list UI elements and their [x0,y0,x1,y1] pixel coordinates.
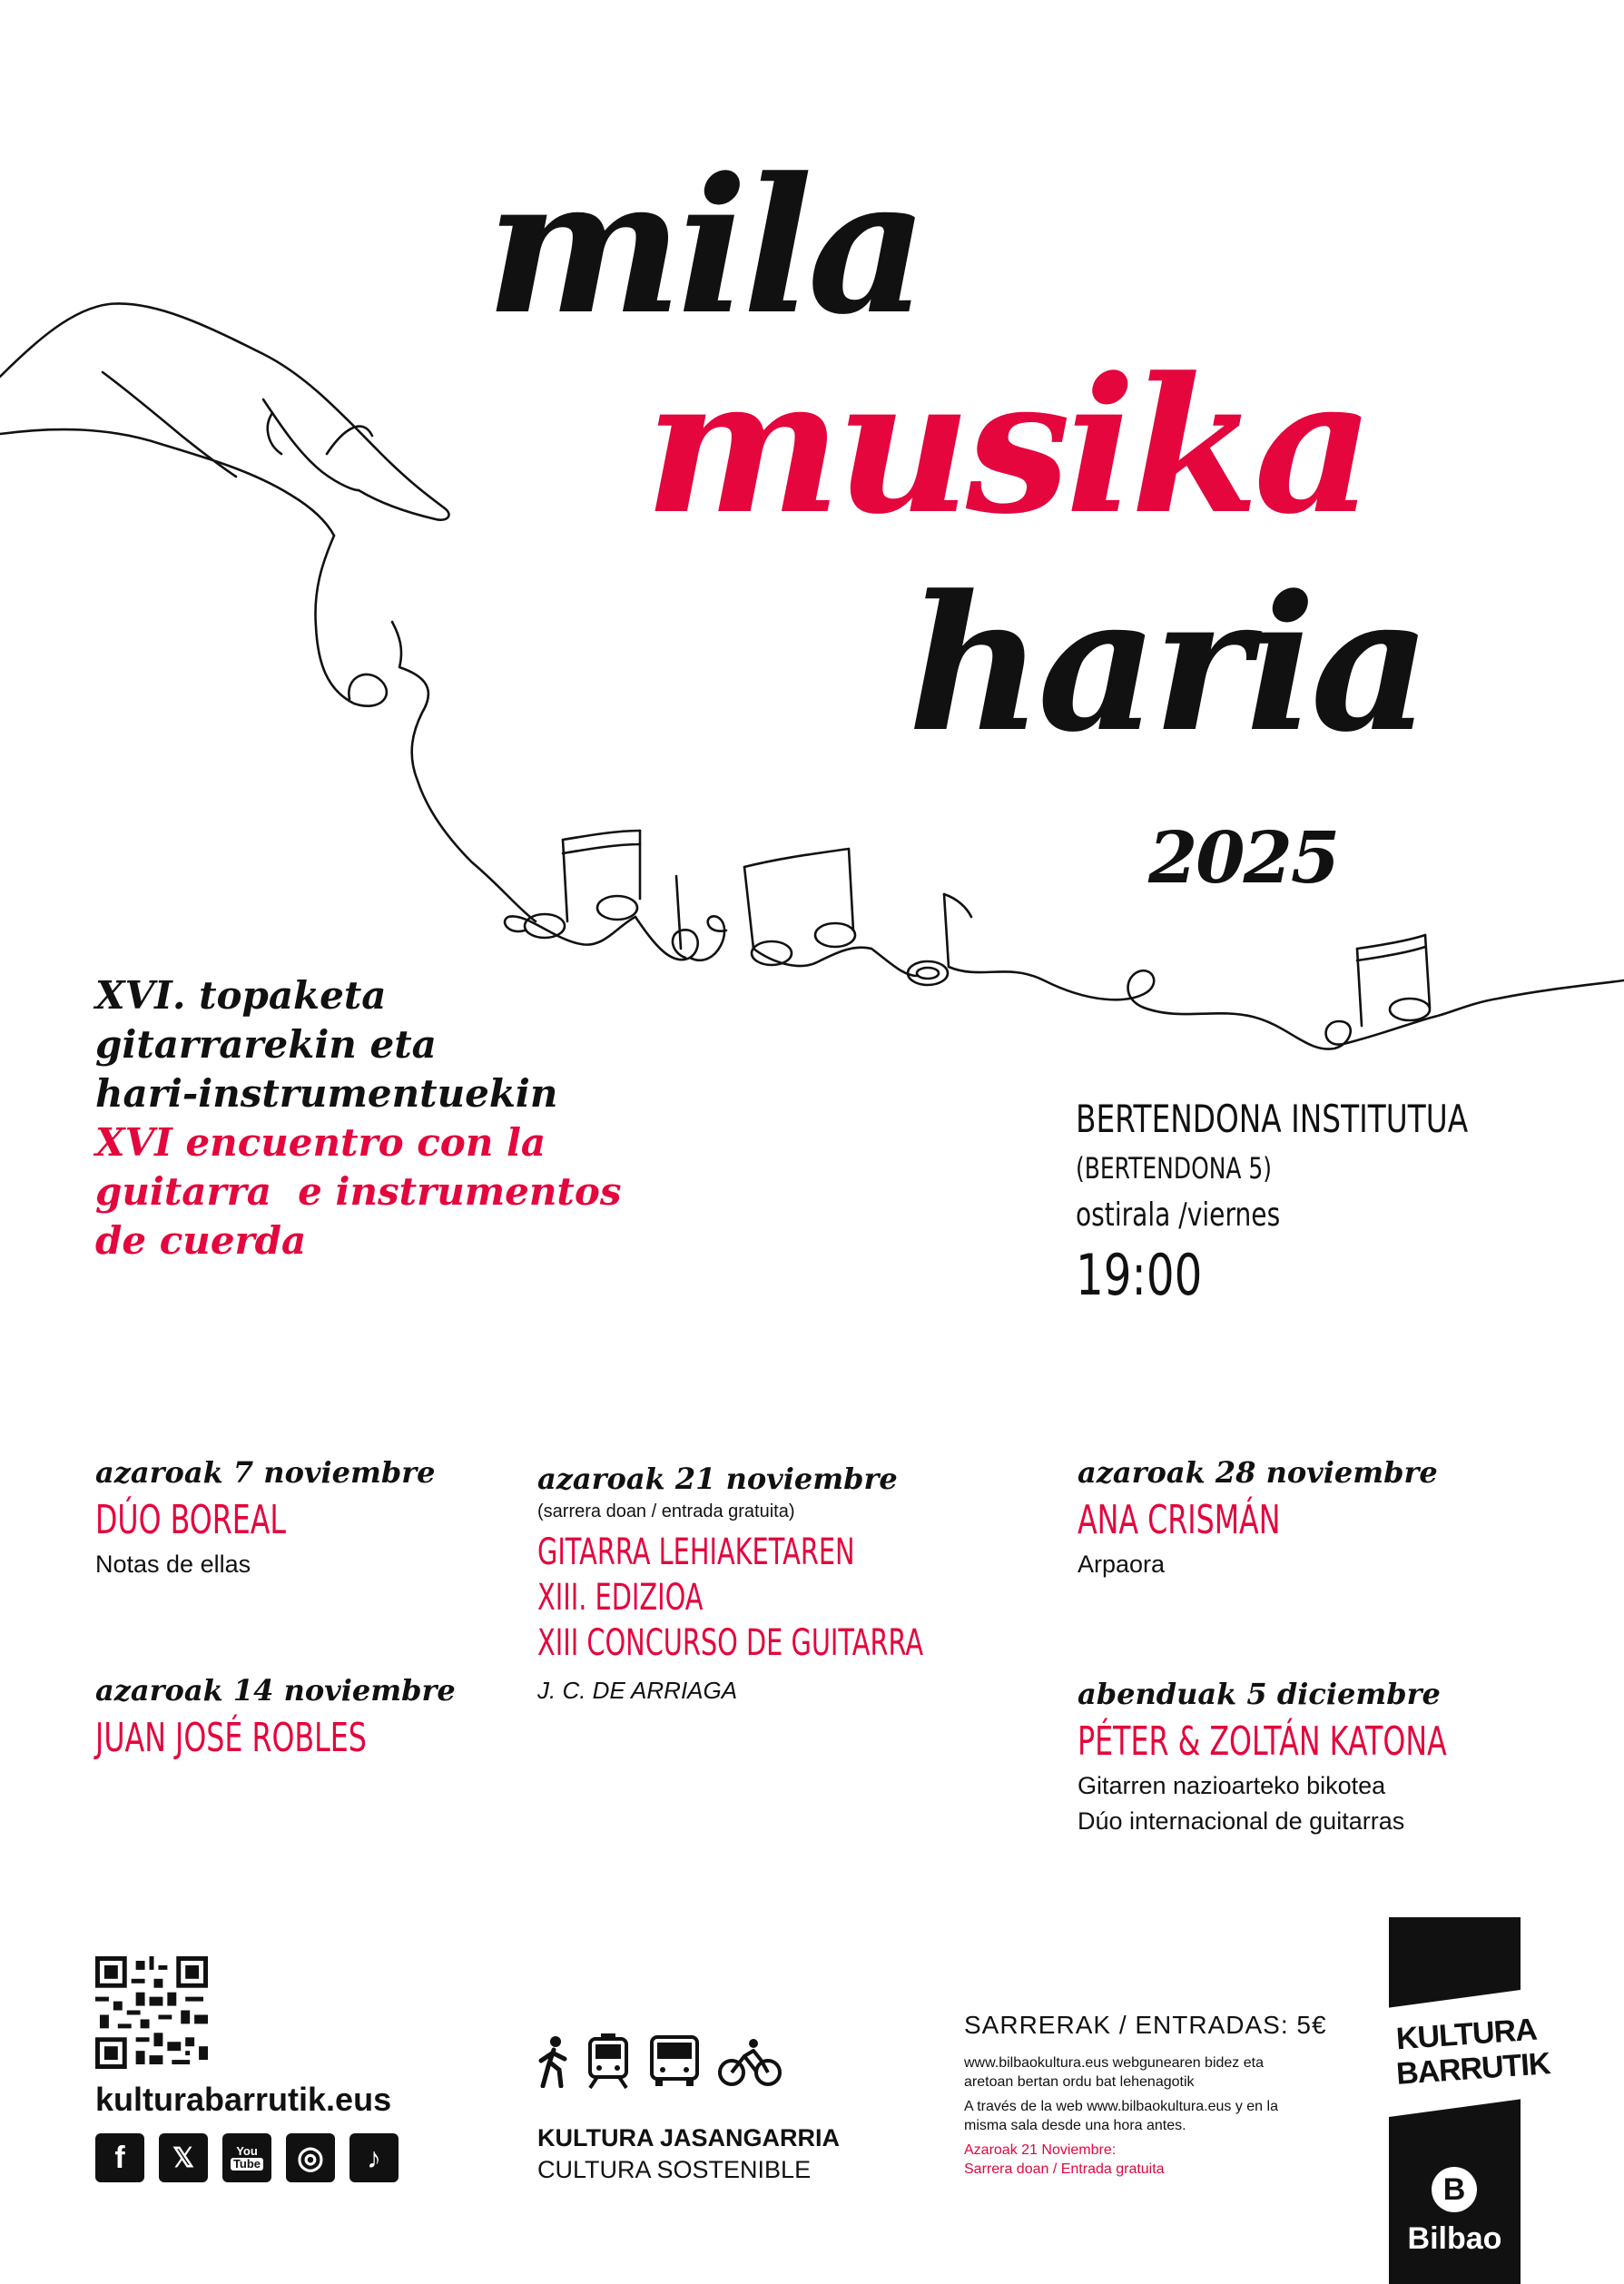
event-1-date: azaroak 7 noviembre [95,1455,436,1490]
venue-day: ostirala /viernes [1076,1196,1281,1234]
intro-eu-line-2: gitarrarekin eta [95,1022,437,1067]
sustain-eu: KULTURA JASANGARRIA [537,2124,840,2151]
logo-line-2: BARRUTIK [1394,2046,1551,2092]
tram-icon [585,2033,632,2090]
bus-icon [648,2033,701,2090]
logo-city: Bilbao [1407,2221,1502,2256]
event-1 [95,1455,435,1579]
event-5-sub-1: Gitarren nazioarteko bikotea [1078,1772,1386,1799]
youtube-icon[interactable] [222,2133,271,2182]
intro-es-line-1: XVI encuentro con la [95,1120,546,1165]
event-1-sub: Notas de ellas [95,1551,251,1578]
event-3-line-3: XIII CONCURSO DE GUITARRA [537,1622,924,1664]
event-5-sub-2: Dúo internacional de guitarras [1078,1807,1405,1835]
event-4-name: ANA CRISMÁN [1078,1497,1281,1543]
event-2-date: azaroak 14 noviembre [95,1673,456,1708]
x-icon[interactable]: 𝕏 [159,2133,208,2182]
intro-block [95,971,622,1265]
instagram-icon[interactable]: ◎ [286,2133,335,2182]
tickets-eu-2: aretoan bertan ordu bat lehenagotik [964,2074,1195,2090]
event-2 [95,1673,472,1761]
event-4 [1078,1455,1438,1579]
event-5-date: abenduak 5 diciembre [1078,1677,1441,1711]
event-3 [537,1462,1073,1705]
venue-time: 19:00 [1076,1242,1203,1308]
youtube-icon-top: You [236,2144,258,2158]
event-2-name: JUAN JOSÉ ROBLES [95,1715,367,1761]
title-line-3: haria [908,556,1426,773]
transport-icons [537,2033,782,2090]
qr-code[interactable] [95,1956,208,2069]
bilbao-b-icon: B [1432,2167,1477,2212]
tickets-eu-1: www.bilbaokultura.eus webgunearen bidez eta [964,2055,1264,2071]
tickets-es-2: misma sala desde una hora antes. [964,2118,1186,2133]
event-1-name: DÚO BOREAL [95,1497,287,1543]
venue-name: BERTENDONA INSTITUTUA [1076,1097,1469,1141]
youtube-icon-bottom: Tube [231,2158,263,2171]
sustain-es: CULTURA SOSTENIBLE [537,2156,812,2183]
tickets-info [964,2053,1278,2179]
tiktok-icon[interactable]: ♪ [349,2133,399,2182]
intro-es-line-3: de cuerda [95,1218,307,1263]
social-row [95,2133,399,2182]
website-link[interactable]: kulturabarrutik.eus [95,2081,392,2118]
event-3-line-1: GITARRA LEHIAKETAREN [537,1531,855,1573]
free-note-1: Azaroak 21 Noviembre: [964,2142,1117,2158]
event-4-date: azaroak 28 noviembre [1078,1455,1438,1490]
intro-es-line-2: guitarra e instrumentos [95,1169,622,1214]
intro-eu-line-1: XVI. topaketa [95,973,387,1018]
facebook-icon[interactable]: f [95,2133,144,2182]
event-4-sub: Arpaora [1078,1551,1166,1578]
title-line-1: mila [486,138,923,356]
event-5-name: PÉTER & ZOLTÁN KATONA [1078,1718,1447,1765]
bicycle-icon [717,2036,782,2087]
event-5 [1078,1677,1590,1836]
tickets-es-1: A través de la web www.bilbaokultura.eus y en la [964,2099,1278,2114]
title-line-2: musika [645,338,1370,556]
walking-icon [537,2035,568,2088]
event-3-line-2: XIII. EDIZIOA [537,1577,704,1619]
title-year: 2025 [1148,817,1339,900]
event-3-date: azaroak 21 noviembre [537,1462,898,1496]
event-3-venue: J. C. DE ARRIAGA [537,1677,738,1704]
intro-eu-line-3: hari-instrumentuekin [95,1071,558,1116]
event-3-note: (sarrera doan / entrada gratuita) [537,1501,795,1521]
tickets-title: SARRERAK / ENTRADAS: 5€ [964,2011,1327,2039]
venue-address: (BERTENDONA 5) [1076,1151,1273,1186]
kultura-barrutik-logo [1389,1917,1551,2284]
free-note-2: Sarrera doan / Entrada gratuita [964,2161,1165,2177]
logo-line-1: KULTURA [1394,2012,1538,2057]
venue-block [1076,1094,1579,1312]
